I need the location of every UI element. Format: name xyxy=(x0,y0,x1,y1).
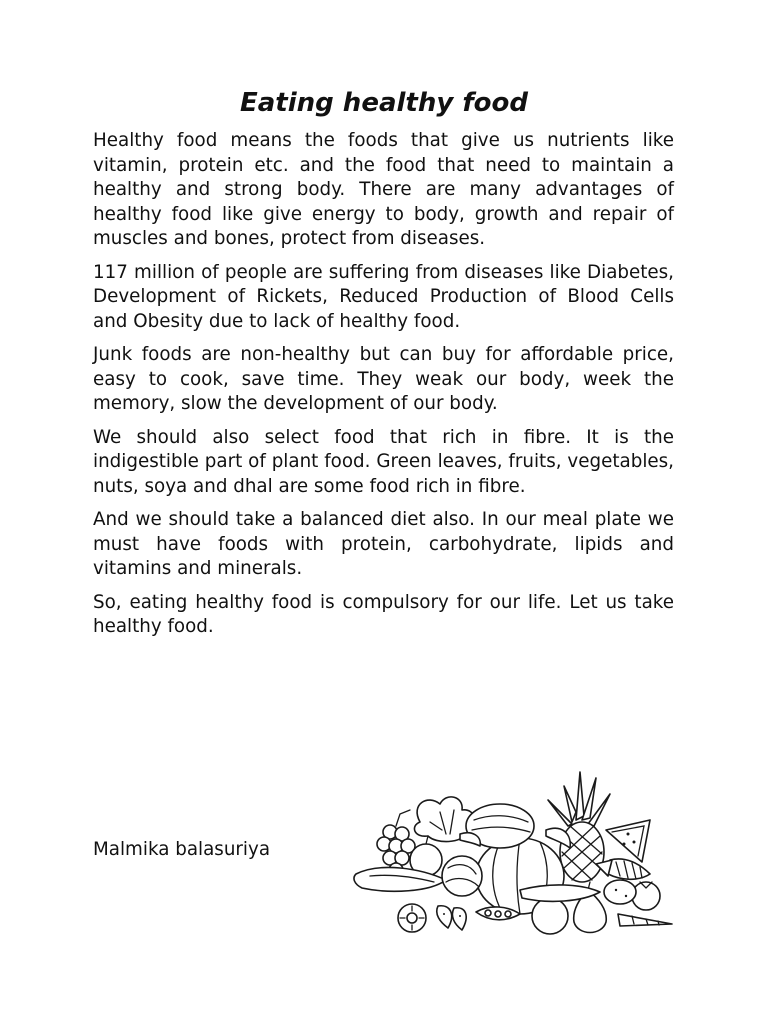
fruits-vegetables-drawing xyxy=(350,764,676,942)
potato xyxy=(604,880,636,904)
document-title: Eating healthy food xyxy=(239,88,528,118)
pineapple xyxy=(560,822,604,882)
strawberries xyxy=(437,906,466,930)
author-name: Malmika balasuriya xyxy=(93,839,271,860)
watermelon-slice xyxy=(606,820,650,862)
paragraph-junk-food: Junk foods are non-healthy but can buy for affordable price, easy to cook, save time. They weak our body, week the memory, slow the development of our body. xyxy=(93,344,674,414)
fruits-vegetables-illustration xyxy=(350,764,676,942)
paragraph-balanced-diet: And we should take a balanced diet also. In our meal plate we must have foods with protein, carbohydrate, lipids and vitamins and minerals. xyxy=(93,509,674,579)
paragraph-diseases: 117 million of people are suffering from diseases like Diabetes, Development of Rickets, Reduced Production of Blood Cells and Obesity due to lack of healthy food. xyxy=(93,261,674,332)
paragraph-conclusion: So, eating healthy food is compulsory for our life. Let us take healthy food. xyxy=(93,591,674,637)
carrot xyxy=(618,914,672,926)
paragraph-fibre: We should also select food that rich in fibre. It is the indigestible part of plant food. Green leaves, fruits, vegetables, nuts, soya and dhal are some food rich in fibre. xyxy=(93,426,674,497)
cabbage xyxy=(442,856,482,896)
paragraph-intro: Healthy food means the foods that give us nutrients like vitamin, protein etc. and the food that need to maintain a healthy and strong body. There are many advantages of healthy food like give energy to body, growth and repair of muscles and bones, protect from diseases. xyxy=(93,130,674,249)
tomato xyxy=(632,882,660,910)
document-body xyxy=(93,129,674,649)
pineapple-leaves xyxy=(548,772,610,826)
kiwi xyxy=(398,904,426,932)
